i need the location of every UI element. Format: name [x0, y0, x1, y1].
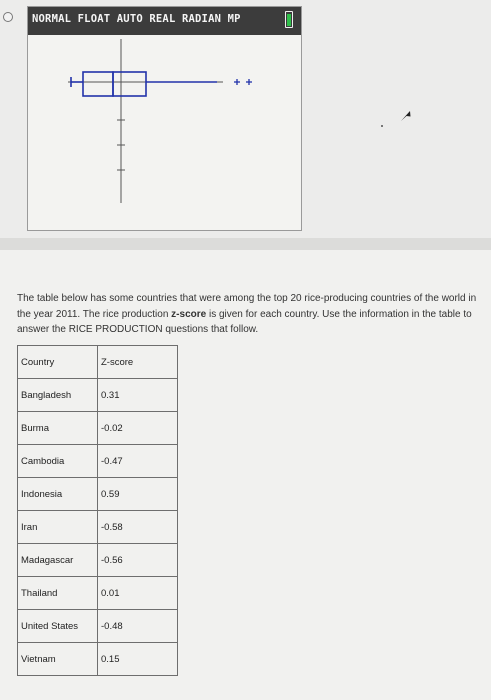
table-row	[18, 577, 178, 610]
country-cell: Vietnam	[18, 643, 98, 676]
table-header-row	[18, 346, 178, 379]
zscore-cell: 0.31	[98, 379, 178, 412]
column-header-country: Country	[18, 346, 98, 379]
country-cell: Cambodia	[18, 445, 98, 478]
status-bar	[28, 7, 301, 35]
radio-icon[interactable]	[3, 12, 13, 22]
country-cell: Indonesia	[18, 478, 98, 511]
stray-dot	[381, 125, 383, 127]
zscore-cell: -0.02	[98, 412, 178, 445]
mouse-cursor-icon	[398, 108, 414, 124]
zscore-cell: -0.48	[98, 610, 178, 643]
outliers	[234, 79, 252, 85]
calculator-screenshot	[0, 0, 491, 238]
mode-status-text: NORMAL FLOAT AUTO REAL RADIAN MP	[32, 13, 241, 25]
box-median-q3	[113, 72, 146, 96]
table-row	[18, 412, 178, 445]
zscore-cell: 0.59	[98, 478, 178, 511]
table-row	[18, 478, 178, 511]
column-header-zscore: Z-score	[98, 346, 178, 379]
document-panel	[0, 250, 491, 700]
calculator-screen	[27, 6, 302, 231]
country-cell: Madagascar	[18, 544, 98, 577]
zscore-cell: 0.15	[98, 643, 178, 676]
table-row	[18, 643, 178, 676]
zscore-cell: 0.01	[98, 577, 178, 610]
box-q1-median	[83, 72, 113, 96]
country-cell: Thailand	[18, 577, 98, 610]
boxplot	[71, 72, 217, 96]
zscore-cell: -0.58	[98, 511, 178, 544]
table-row	[18, 610, 178, 643]
country-cell: Bangladesh	[18, 379, 98, 412]
table-row	[18, 445, 178, 478]
boxplot-graph	[28, 35, 301, 230]
zscore-cell: -0.56	[98, 544, 178, 577]
country-cell: Burma	[18, 412, 98, 445]
instructions-paragraph: The table below has some countries that were among the top 20 rice-producing countries of the world in the year 2011. The rice production z-score is given for each country. Use the information in the table to answer the RICE PRODUCTION questions that follow.	[17, 293, 477, 335]
table-row	[18, 511, 178, 544]
country-cell: United States	[18, 610, 98, 643]
table-row	[18, 379, 178, 412]
battery-icon	[285, 11, 293, 28]
country-cell: Iran	[18, 511, 98, 544]
table-row	[18, 544, 178, 577]
zscore-cell: -0.47	[98, 445, 178, 478]
zscore-table	[17, 345, 178, 676]
separator-band	[0, 238, 491, 250]
zscore-term: z-score	[171, 308, 207, 320]
